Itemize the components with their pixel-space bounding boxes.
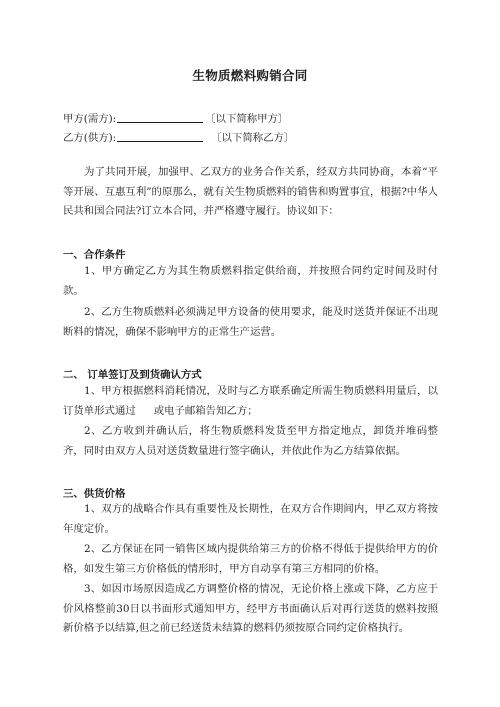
party-b-label: 乙方(供方): — [63, 132, 117, 144]
section-2-para-1 — [63, 382, 438, 421]
party-b-blank — [117, 131, 203, 142]
section-2-para-1-text: 1、甲方根据燃料消耗情况，及时与乙方联系确定所需生物质燃料用量后，以订货单形式通过 — [63, 385, 438, 417]
party-b-line — [63, 129, 294, 144]
party-a-label: 甲方(需方): — [63, 113, 117, 125]
intro-paragraph: 为了共同开展，加强甲、乙双方的业务合作关系，经双方共同协商，本着“平等开展、互惠互利”的原那么，就有关生物质燃料的销售和购置事宜，根据?中华人民共和国合同法?订立本合同，并严格遵守履行。协议如下： — [63, 166, 438, 218]
section-1-heading: 一、合作条件 — [63, 249, 126, 261]
section-2-para-2: 2、乙方收到并确认后，将生物质燃料发货至甲方指定地点，卸货并堆码整齐，同时由双方人员对送货数量进行签字确认，并依此作为乙方结算依据。 — [63, 425, 438, 457]
party-a-blank — [117, 112, 203, 123]
section-1-para-2: 2、乙方生物质燃料必须满足甲方设备的使用要求，能及时送货并保证不出现断料的情况，确保不影响甲方的正常生产运营。 — [63, 306, 438, 338]
section-3-heading: 三、供货价格 — [63, 488, 126, 500]
section-1-para-1: 1、甲方确定乙方为其生物质燃料指定供给商，并按照合同约定时间及时付款。 — [63, 265, 438, 297]
section-3-para-3: 3、如因市场原因造成乙方调整价格的情况，无论价格上涨或下降，乙方应于价风格整前30日以书面形式通知甲方，经甲方书面确认后对再行送货的燃料按照新价格予以结算,但之前已经送货未结算的燃料仍须按原合同约定价格执行。 — [63, 583, 438, 635]
party-b-note: 〔以下简称乙方〕 — [211, 132, 295, 144]
party-a-line — [63, 110, 288, 125]
party-a-note: 〔以下简称甲方〕 — [205, 113, 289, 125]
section-2-heading: 二、 订单签订及到货确认方式 — [63, 369, 202, 381]
section-2-para-1-tail: 或电子邮箱告知乙方； — [153, 404, 258, 417]
contract-title: 生物质燃料购销合同 — [192, 68, 308, 83]
section-3-para-2: 2、乙方保证在同一销售区域内提供给第三方的价格不得低于提供给甲方的价格，如发生第三方价格低的情形时，甲方自动享有第三方相同的价格。 — [63, 543, 438, 575]
section-3-para-1: 1、双方的战略合作具有重要性及长期性，在双方合作期间内，甲乙双方将按年度定价。 — [63, 503, 438, 535]
